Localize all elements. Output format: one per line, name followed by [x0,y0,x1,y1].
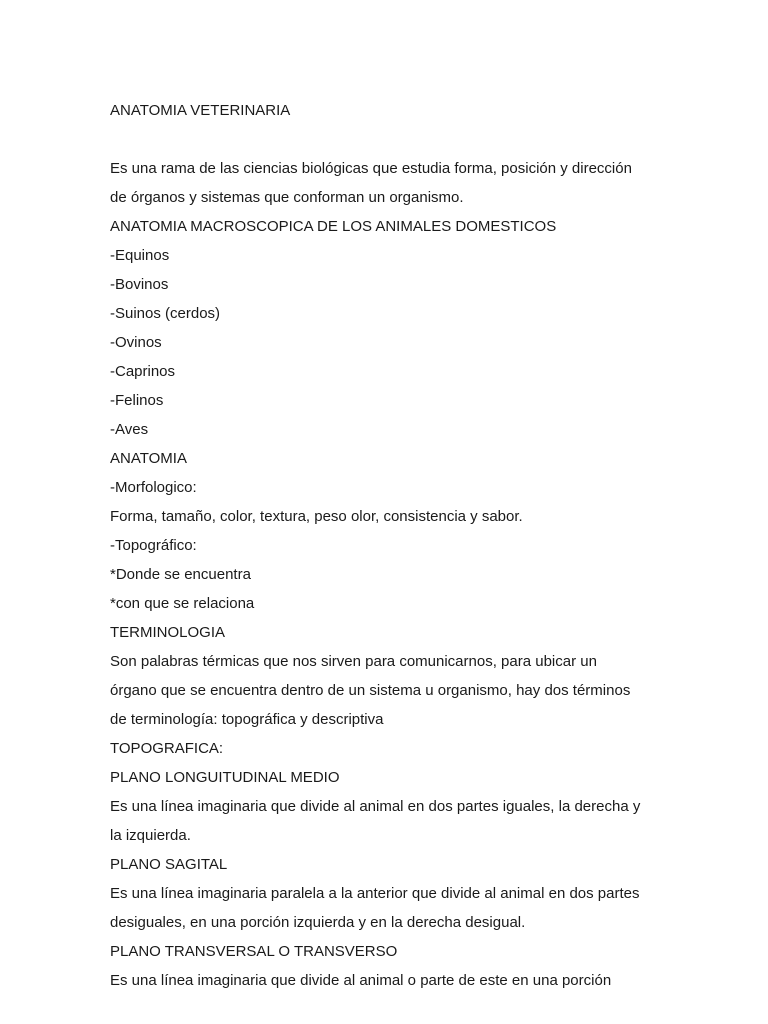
section-heading: TERMINOLOGIA [110,624,226,641]
paragraph-line: Son palabras térmicas que nos sirven para comunicarnos, para ubicar un [110,653,597,670]
document-body [110,96,670,995]
section-heading: ANATOMIA MACROSCOPICA DE LOS ANIMALES DOMESTICOS [110,218,557,235]
list-item: *con que se relaciona [110,595,255,612]
paragraph-line: de terminología: topográfica y descriptiva [110,711,384,728]
list-item: -Aves [110,421,149,438]
paragraph-line: Es una línea imaginaria que divide al animal en dos partes iguales, la derecha y [110,798,641,815]
list-item: -Morfologico: [110,479,197,496]
paragraph-line: de órganos y sistemas que conforman un organismo. [110,189,464,206]
list-item: -Felinos [110,392,164,409]
paragraph-line: Es una rama de las ciencias biológicas que estudia forma, posición y dirección [110,160,632,177]
paragraph-line: la izquierda. [110,827,191,844]
list-item: -Caprinos [110,363,176,380]
paragraph-line: Es una línea imaginaria que divide al animal o parte de este en una porción [110,972,612,989]
paragraph-line: desiguales, en una porción izquierda y en la derecha desigual. [110,914,526,931]
list-item: *Donde se encuentra [110,566,251,583]
section-heading: PLANO TRANSVERSAL O TRANSVERSO [110,943,398,960]
section-heading: PLANO LONGUITUDINAL MEDIO [110,769,340,786]
section-heading: PLANO SAGITAL [110,856,228,873]
paragraph-line: Es una línea imaginaria paralela a la anterior que divide al animal en dos partes [110,885,640,902]
paragraph-line: órgano que se encuentra dentro de un sistema u organismo, hay dos términos [110,682,631,699]
list-item: -Topográfico: [110,537,197,554]
section-heading: ANATOMIA [110,450,187,467]
list-item: -Suinos (cerdos) [110,305,221,322]
section-heading: TOPOGRAFICA: [110,740,224,757]
blank-line [110,125,670,154]
paragraph-line: Forma, tamaño, color, textura, peso olor, consistencia y sabor. [110,508,523,525]
document-title: ANATOMIA VETERINARIA [110,102,291,119]
list-item: -Equinos [110,247,170,264]
list-item: -Bovinos [110,276,169,293]
list-item: -Ovinos [110,334,162,351]
